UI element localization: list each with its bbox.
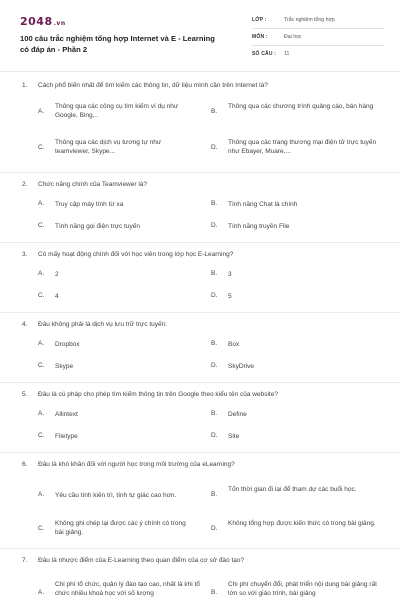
site-logo[interactable]	[20, 15, 66, 28]
meta-row-class	[252, 12, 384, 29]
option-letter: B.	[211, 410, 218, 417]
option-c[interactable]	[38, 291, 198, 303]
question-item	[0, 173, 400, 243]
option-c[interactable]	[38, 517, 198, 543]
option-b[interactable]	[211, 339, 381, 351]
option-text: Tốn thời gian đi lại để tham dự các buổi học.	[228, 486, 357, 493]
logo-brand: 2048	[20, 15, 53, 28]
option-a[interactable]	[38, 409, 198, 421]
option-a[interactable]	[38, 100, 198, 126]
option-text: Chi phí chuyển đổi, phát triển nội dung bài giảng rất lớn so với giáo trình, bài giảng	[228, 581, 377, 598]
question-item	[0, 72, 400, 176]
option-text: Thông qua các chương trình quảng cáo, bán hàng	[228, 103, 374, 110]
option-text: Define	[228, 411, 247, 418]
question-number: 1.	[22, 82, 28, 89]
option-text: 2	[55, 271, 59, 278]
option-letter: C.	[38, 222, 45, 229]
question-number: 6.	[22, 461, 28, 468]
option-text: Tính năng Chat là chính	[228, 201, 298, 208]
option-text: Không ghi chép lại được các ý chính có trong bài giảng.	[55, 520, 186, 537]
option-letter: C.	[38, 525, 45, 532]
option-letter: D.	[211, 432, 218, 439]
option-c[interactable]	[38, 221, 198, 233]
option-b[interactable]	[211, 199, 381, 211]
option-letter: B.	[211, 340, 218, 347]
option-letter: D.	[211, 525, 218, 532]
option-text: Truy cập máy tính từ xa	[55, 201, 124, 208]
question-text: Đâu không phải là dịch vụ lưu trữ trực tuyến:	[38, 321, 168, 328]
option-letter: A.	[38, 589, 45, 596]
meta-key: SỐ CÂU :	[252, 51, 277, 57]
meta-row-count	[252, 46, 384, 63]
document-meta	[252, 12, 384, 63]
question-item	[0, 243, 400, 313]
meta-value: Trắc nghiệm tổng hợp	[284, 17, 335, 23]
option-a[interactable]	[38, 483, 203, 509]
option-a[interactable]	[38, 339, 198, 351]
option-text: Thông qua các dịch vụ tương tự như teamviewer, Skype...	[55, 139, 162, 156]
question-number: 2.	[22, 181, 28, 188]
option-text: Thông qua các trang thương mại điện tử trực tuyến như Ebayer, Muare,...	[228, 139, 377, 156]
option-letter: B.	[211, 589, 218, 596]
option-letter: B.	[211, 108, 218, 115]
option-c[interactable]	[38, 136, 198, 162]
option-d[interactable]	[211, 136, 381, 162]
option-letter: C.	[38, 362, 45, 369]
option-a[interactable]	[38, 199, 198, 211]
option-text: Tính năng truyền File	[228, 223, 290, 230]
option-letter: D.	[211, 144, 218, 151]
question-text: Chức năng chính của Teamviewer là?	[38, 181, 148, 188]
question-number: 5.	[22, 391, 28, 398]
option-letter: A.	[38, 340, 45, 347]
option-letter: C.	[38, 144, 45, 151]
question-item	[0, 453, 400, 549]
option-text: 5	[228, 293, 232, 300]
option-letter: D.	[211, 292, 218, 299]
option-c[interactable]	[38, 361, 198, 373]
option-a[interactable]	[38, 579, 203, 600]
question-item	[0, 313, 400, 383]
option-letter: A.	[38, 270, 45, 277]
meta-key: LỚP :	[252, 17, 267, 23]
meta-row-subject	[252, 29, 384, 46]
question-text: Có mấy hoạt động chính đối với học viên trong lớp học E-Learning?	[38, 251, 234, 258]
option-text: Site	[228, 433, 240, 440]
option-letter: A.	[38, 491, 45, 498]
option-text: Thông qua các công cụ tìm kiếm ví dụ như Google, Bing,..	[55, 103, 179, 120]
question-text: Đâu là khó khăn đối với người học trong môi trường của eLearning?	[38, 461, 235, 468]
question-list	[0, 72, 400, 600]
option-letter: B.	[211, 270, 218, 277]
question-item	[0, 383, 400, 453]
option-a[interactable]	[38, 269, 198, 281]
option-text: SkyDrive	[228, 363, 255, 370]
option-b[interactable]	[211, 269, 381, 281]
question-text: Cách phổ biến nhất để tìm kiếm các thông tin, dữ liệu mình cần trên Internet là?	[38, 82, 268, 89]
option-d[interactable]	[211, 291, 381, 303]
option-text: Không tổng hợp được kiến thức có trong bài giảng.	[228, 520, 376, 527]
option-text: Yêu cầu tính kiên trì, tính tự giác cao hơn.	[55, 492, 177, 499]
option-text: Skype	[55, 363, 74, 370]
option-text: Dropbox	[55, 341, 80, 348]
option-letter: D.	[211, 362, 218, 369]
option-b[interactable]	[211, 579, 381, 600]
option-letter: D.	[211, 222, 218, 229]
option-d[interactable]	[211, 431, 381, 443]
meta-value: 11	[284, 51, 290, 57]
document-title: 100 câu trắc nghiệm tổng hợp Internet và E - Learning có đáp án - Phần 2	[20, 34, 215, 54]
option-letter: A.	[38, 410, 45, 417]
option-d[interactable]	[211, 221, 381, 233]
option-text: Tính năng gọi điện trực tuyến	[55, 223, 140, 230]
option-letter: C.	[38, 292, 45, 299]
meta-value: Đại học	[284, 34, 302, 40]
option-c[interactable]	[38, 431, 198, 443]
page-header	[0, 0, 400, 70]
option-text: Filetype	[55, 433, 78, 440]
option-letter: C.	[38, 432, 45, 439]
option-letter: B.	[211, 491, 218, 498]
option-d[interactable]	[211, 517, 381, 543]
option-text: Box	[228, 341, 240, 348]
option-b[interactable]	[211, 483, 381, 509]
option-text: 3	[228, 271, 232, 278]
logo-suffix: .vn	[53, 20, 66, 27]
meta-key: MÔN :	[252, 34, 268, 40]
question-text: Đâu là cú pháp cho phép tìm kiếm thông tin trên Google theo kiểu tên của website?	[38, 391, 278, 398]
option-text: Chi phí tổ chức, quản lý đào tạo cao, nhất là khi tổ chức nhiều khoá học với số lượng	[55, 581, 200, 598]
option-text: Allintext	[55, 411, 78, 418]
question-number: 4.	[22, 321, 28, 328]
option-b[interactable]	[211, 100, 381, 126]
question-text: Đâu là nhược điểm của E-Learning theo quan điểm của cơ sở đào tạo?	[38, 557, 245, 564]
option-letter: A.	[38, 108, 45, 115]
option-b[interactable]	[211, 409, 381, 421]
option-letter: A.	[38, 200, 45, 207]
question-number: 3.	[22, 251, 28, 258]
option-letter: B.	[211, 200, 218, 207]
option-d[interactable]	[211, 361, 381, 373]
question-item	[0, 549, 400, 600]
question-number: 7.	[22, 557, 28, 564]
option-text: 4	[55, 293, 59, 300]
